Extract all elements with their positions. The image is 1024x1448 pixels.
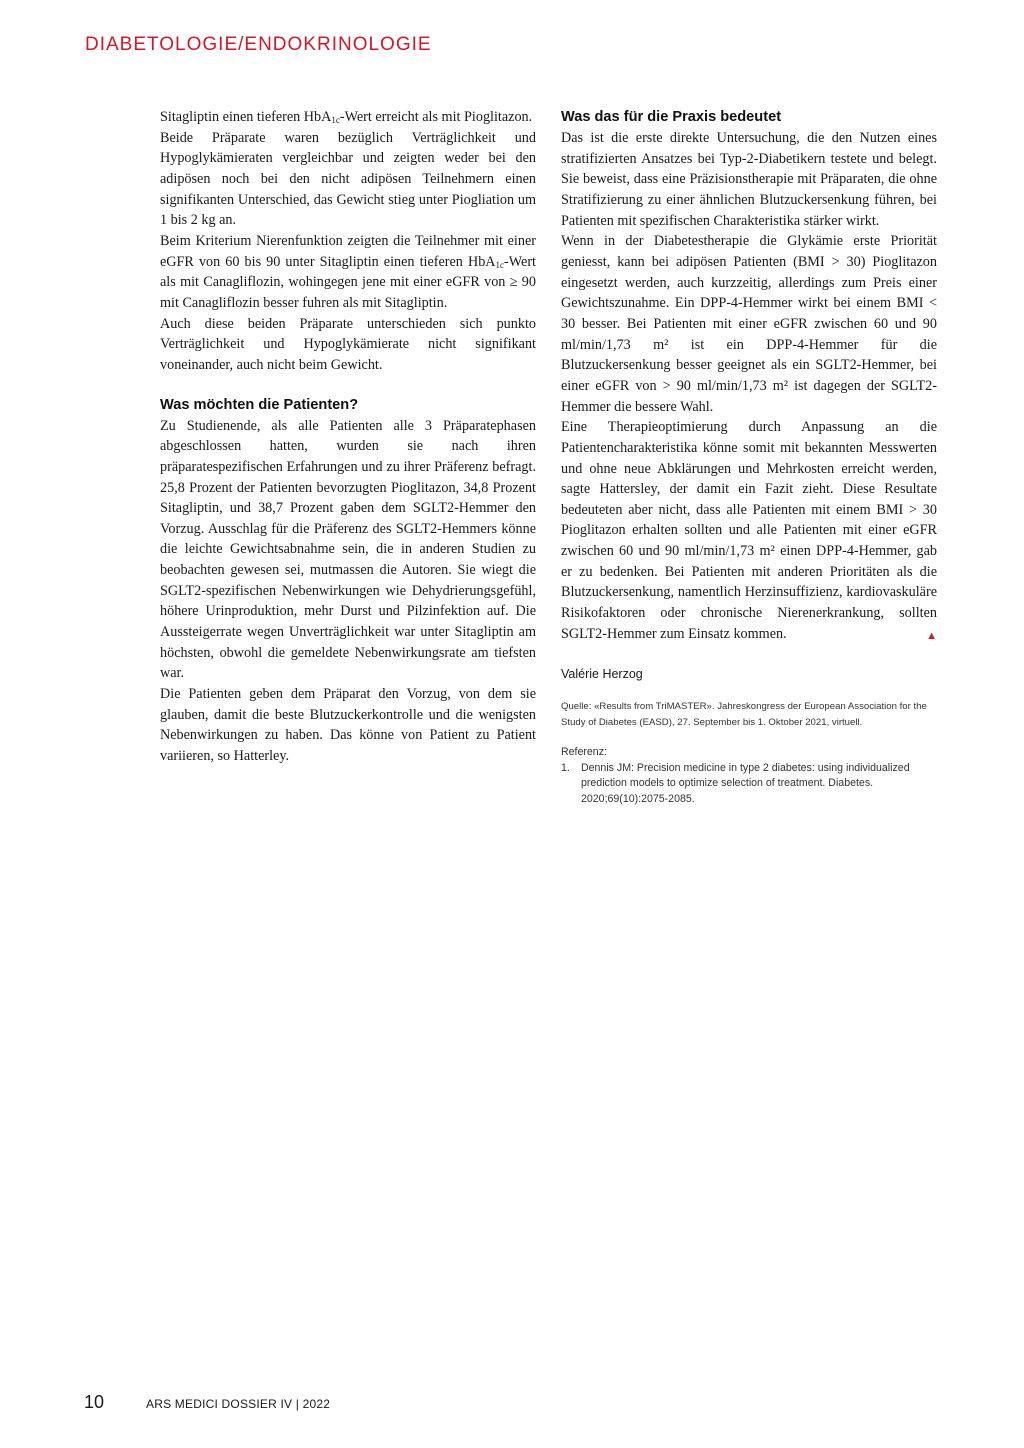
paragraph: Auch diese beiden Präparate unterschieden sich punkto Verträglichkeit und Hypoglykämierate nicht signifikant voneinander, auch nicht beim Gewicht.: [160, 315, 536, 373]
paragraph: Eine Therapieoptimierung durch Anpassung an die Patientencharakteristika könne somit mit bekannten Messwerten und ohne neue Abklärungen und Mehrkosten erreicht werden, sagte Hattersley, der damit ein Fazit zieht. Diese Resultate bedeuteten aber nicht, dass alle Patienten mit einem BMI > 30 Pioglitazon erhalten sollten und alle Patienten mit einer eGFR zwischen 60 und 90 ml/min/1,73 m² einen DPP-4-Hemmer, gab er zu bedenken. Bei Patienten mit anderen Prioritäten als die Blutzuckersenkung, namentlich Herzinsuffizienz, kardiovaskuläre Risikofaktoren oder chronische Nierenerkrankung, sollten SGLT2-Hemmer zum Einsatz kommen.: [561, 419, 937, 642]
reference-item: [561, 761, 937, 808]
publication-name: ARS MEDICI DOSSIER IV | 2022: [146, 1397, 331, 1411]
paragraph: Zu Studienende, als alle Patienten alle 3 Präparatephasen abgeschlossen hatten, wurden sie nach ihren präparatespezifischen Erfahrungen und zu ihrer Präferenz befragt. 25,8 Prozent der Patienten bevorzugten Pioglitazon, 34,8 Prozent Sitagliptin, und 38,7 Prozent gaben dem SGLT2-Hemmer den Vorzug. Ausschlag für die Präferenz des SGLT2-Hemmers könne die leichte Gewichtsabnahme sein, die in anderen Studien zu beobachten gewesen sei, mutmassen die Autoren. Sie wiegt die SGLT2-spezifischen Nebenwirkungen wie Dehydrierungsgefühl, höhere Urinproduktion, mehr Durst und Pilzinfektion auf. Die Aussteigerrate wegen Unverträglichkeit war unter Sitagliptin am höchsten, obwohl die gemeldete Nebenwirkungsrate am tiefsten war.: [160, 417, 536, 682]
subscript: 1c: [495, 259, 505, 270]
subscript: 1c: [331, 115, 340, 125]
reference-text: Dennis JM: Precision medicine in type 2 diabetes: using individualized prediction models to optimize selection of treatment. Diabetes. 2020;69(10):2075-2085.: [581, 761, 910, 805]
end-triangle-icon: ▲: [926, 630, 937, 643]
references-title: Referenz:: [561, 746, 607, 759]
page-number: 10: [84, 1392, 105, 1412]
paragraph: [160, 107, 536, 128]
text-run: -Wert erreicht als mit Pioglitazon.: [339, 109, 533, 125]
paragraph: Das ist die erste direkte Untersuchung, die den Nutzen eines stratifizierten Ansatzes bei Typ-2-Diabetikern testete und belegt. Sie beweist, dass eine Präzisionstherapie mit Präparaten, die ohne Stratifizierung zu einer ähnlichen Blutzuckersenkung führen, bei Patienten mit spezifischen Charakteristika stärker wirkt.: [561, 130, 937, 229]
source-note: Quelle: «Results from TriMASTER». Jahreskongress der European Association for the Study of Diabetes (EASD), 27. September bis 1. Oktober 2021, virtuell.: [561, 701, 927, 729]
author: Valérie Herzog: [561, 667, 643, 682]
subheading-practice: Was das für die Praxis bedeutet: [561, 109, 782, 125]
text-run: Beim Kriterium Nierenfunktion zeigten die Teilnehmer mit einer eGFR von 60 bis 90 unter Sitagliptin einen tieferen HbA: [160, 232, 536, 270]
left-column: [160, 107, 536, 767]
subheading-patients: Was möchten die Patienten?: [160, 396, 359, 413]
reference-number: 1.: [561, 761, 570, 774]
paragraph: [160, 231, 536, 314]
references: [561, 745, 937, 807]
text-run: Sitagliptin einen tieferen HbA: [160, 109, 332, 125]
right-column: [561, 107, 937, 807]
section-header: DIABETOLOGIE/ENDOKRINOLOGIE: [85, 34, 432, 55]
text-run: -Wert als mit Canagliflozin, wohingegen jene mit einer eGFR von ≥ 90 mit Canagliflozin besser fuhren als mit Sitagliptin.: [160, 253, 536, 311]
paragraph: Beide Präparate waren bezüglich Verträglichkeit und Hypoglykämieraten vergleichbar und zeigten weder bei den adipösen noch bei den nicht adipösen Teilnehmern einen signifikanten Unterschied, das Gewicht stieg unter Piogliation um 1 bis 2 kg an.: [160, 129, 536, 229]
paragraph: Die Patienten geben dem Präparat den Vorzug, von dem sie glauben, damit die beste Blutzuckerkontrolle und die wenigsten Nebenwirkungen zu haben. Das könne von Patient zu Patient variieren, so Hatterley.: [160, 686, 536, 765]
paragraph: Wenn in der Diabetestherapie die Glykämie erste Priorität geniesst, kann bei adipösen Patienten (BMI > 30) Pioglitazon eingesetzt werden, auch kurzzeitig, allerdings zum Preis einer Gewichtszunahme. Ein DPP-4-Hemmer wirkt bei einem BMI < 30 besser. Bei Patienten mit einer eGFR zwischen 60 und 90 ml/min/1,73 m² ist ein DPP-4-Hemmer für die Blutzuckersenkung besser geeignet als ein SGLT2-Hemmer, bei einer eGFR von > 90 ml/min/1,73 m² ist dagegen der SGLT2-Hemmer die bessere Wahl.: [561, 233, 937, 415]
